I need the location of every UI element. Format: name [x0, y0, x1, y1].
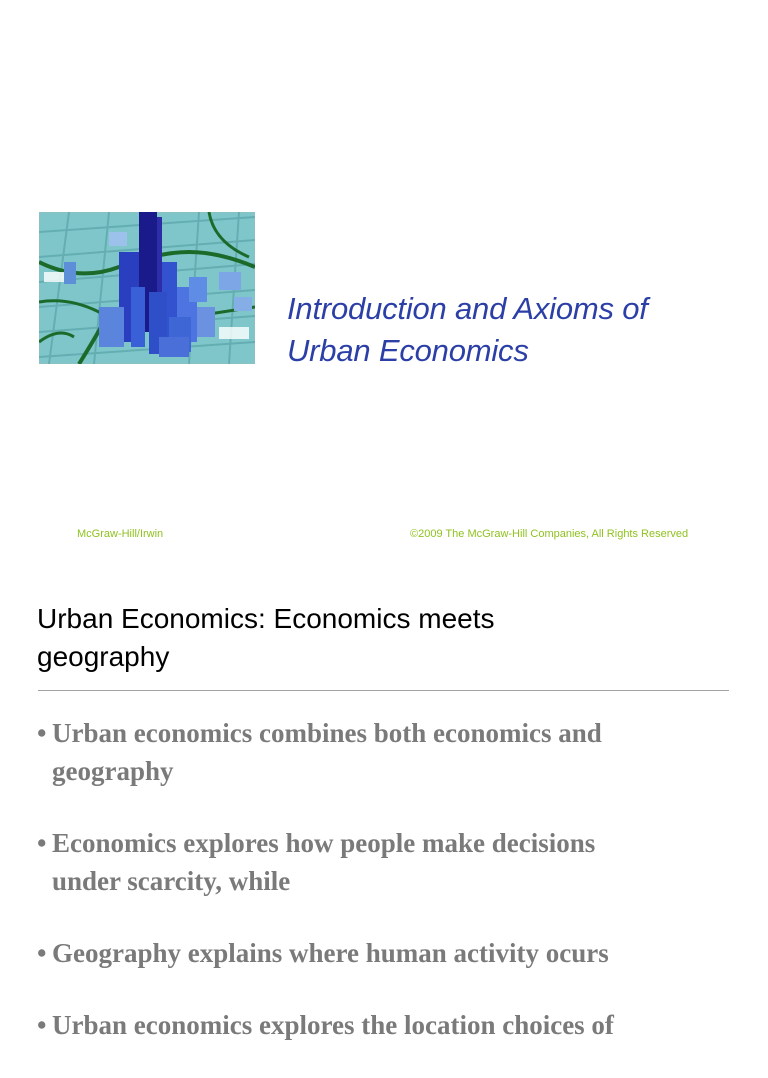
content-slide [0, 576, 768, 1040]
slide-title-line: Introduction and Axioms of [287, 291, 648, 326]
copyright-notice: ©2009 The McGraw-Hill Companies, All Rights Reserved [410, 528, 689, 540]
slide-heading-line: Urban Economics: Economics meets [37, 603, 495, 634]
bullet-marker: • [37, 718, 47, 748]
slide-heading [37, 600, 727, 676]
bullet-text-line: Geography explains where human activity ocurs [52, 938, 609, 968]
bullet-marker: • [37, 828, 47, 858]
bullet-text-line: Economics explores how people make decisions [52, 828, 596, 858]
bullet-text-line: geography [52, 756, 174, 786]
city-skyline-image [39, 212, 255, 364]
bullet-item [37, 714, 737, 790]
slide-heading-line: geography [37, 641, 170, 672]
bullet-item [37, 824, 737, 900]
heading-divider [38, 690, 729, 691]
slide-title [287, 288, 747, 372]
bullet-text-line: Urban economics explores the location choices of [52, 1010, 614, 1040]
bullet-marker: • [37, 938, 47, 968]
bullet-item [37, 934, 737, 972]
slide-title-line: Urban Economics [287, 333, 529, 368]
publisher-label: McGraw-Hill/Irwin [77, 528, 164, 540]
bullet-text-line: under scarcity, while [52, 866, 291, 896]
bullet-marker: • [37, 1010, 47, 1040]
bullet-text-line: Urban economics combines both economics and [52, 718, 602, 748]
bullet-item [37, 1006, 737, 1044]
bullet-list [37, 714, 737, 1078]
